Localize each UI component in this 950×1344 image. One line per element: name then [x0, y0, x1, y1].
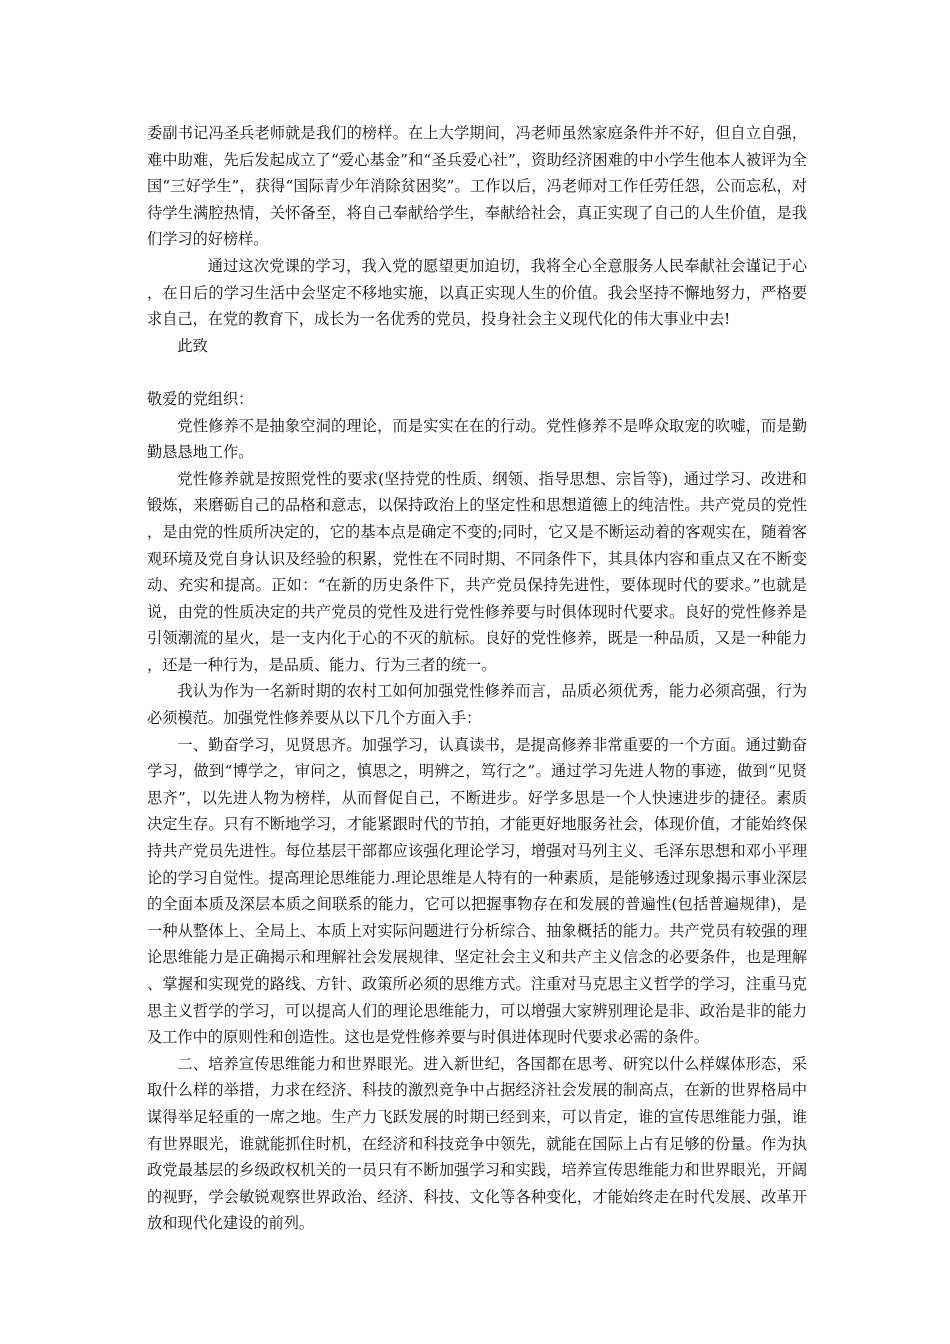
paragraph-teacher-example: 委副书记冯圣兵老师就是我们的榜样。在上大学期间，冯老师虽然家庭条件并不好，但自立自强，难中助难，先后发起成立了“爱心基金”和“圣兵爱心社”，资助经济困难的中小学生他本人被评为全国“三好学生”，获得“国际青少年消除贫困奖”。工作以后，冯老师对工作任劳任怨，公而忘私，对待学生满腔热情，关怀备至，将自己奉献给学生，奉献给社会，真正实现了自己的人生价值，是我们学习的好榜样。 [147, 124, 807, 249]
paragraph-point-one: 一、勤奋学习，见贤思齐。加强学习，认真读书，是提高修养非常重要的一个方面。通过勤奋学习，做到“博学之，审问之，慎思之，明辨之，笃行之”。通过学习先进人物的事迹，做到“见贤思齐”，以先进人物为榜样，从而督促自己，不断进步。好学多思是一个人快速进步的捷径。素质决定生存。只有不断地学习，才能紧跟时代的节拍，才能更好地服务社会，体现价值，才能始终保持共产党员先进性。每位基层干部都应该强化理论学习，增强对马列主义、毛泽东思想和邓小平理论的学习自觉性。提高理论思维能力.理论思维是人特有的一种素质，是能够透过现象揭示事业深层的全面本质及深层本质之间联系的能力，它可以把握事物存在和发展的普遍性(包括普遍规律)，是一种从整体上、全局上、本质上对实际问题进行分析综合、抽象概括的能力。共产党员有较强的理论思维能力是正确揭示和理解社会发展规律、坚定社会主义和共产主义信念的必要条件，也是理解、掌握和实现党的路线、方针、政策所必须的思维方式。注重对马克思主义哲学的学习，注重马克思主义哲学的学习，可以提高人们的理论思维能力，可以增强大家辨别理论是非、政治是非的能力及工作中的原则性和创造性。这也是党性修养要与时俱进体现时代要求必需的条件。 [147, 735, 807, 1047]
closing-phrase: 此致 [177, 336, 208, 355]
salutation: 敬爱的党组织： [147, 389, 254, 408]
paragraph-point-two: 二、培养宣传思维能力和世界眼光。进入新世纪，各国都在思考、研究以什么样媒体形态，采取什么样的举措，力求在经济、科技的激烈竞争中占据经济社会发展的制高点，在新的世界格局中谋得举足轻重的一席之地。生产力飞跃发展的时期已经到来，可以肯定，谁的宣传思维能力强，谁有世界眼光，谁就能抓住时机，在经济和科技竞争中领先，就能在国际上占有足够的份量。作为执政党最基层的乡级政权机关的一员只有不断加强学习和实践，培养宣传思维能力和世界眼光，开阔的视野，学会敏锐观察世界政治、经济、科技、文化等各种变化，才能始终走在时代发展、改革开放和现代化建设的前列。 [147, 1054, 807, 1233]
blank-line [147, 359, 807, 386]
paragraph-party-lesson-reflection: 通过这次党课的学习，我入党的愿望更加迫切，我将全心全意服务人民奉献社会谨记于心，在日后的学习生活中会坚定不移地实施，以真正实现人生的价值。我会坚持不懈地努力，严格要求自己，在党的教育下，成长为一名优秀的党员，投身社会主义现代化的伟大事业中去! [147, 256, 807, 329]
paragraph-definition: 党性修养就是按照党性的要求(坚持党的性质、纲领、指导思想、宗旨等)，通过学习、改进和锻炼，来磨砺自己的品格和意志，以保持政治上的坚定性和思想道德上的纯洁性。共产党员的党性，是由党的性质所决定的，它的基本点是确定不变的;同时，它又是不断运动着的客观实在，随着客观环境及党自身认识及经验的积累，党性在不同时期、不同条件下，其具体内容和重点又在不断变动、充实和提高。正如：“在新的历史条件下，共产党员保持先进性，要体现时代的要求。”也就是说，由党的性质决定的共产党员的党性及进行党性修养要与时俱体现时代要求。良好的党性修养是引领潮流的星火，是一支内化于心的不灭的航标。良好的党性修养，既是一种品质，又是一种能力，还是一种行为，是品质、能力、行为三者的统一。 [147, 469, 807, 674]
paragraph-intro: 党性修养不是抽象空洞的理论，而是实实在在的行动。党性修养不是哗众取宠的吹嘘，而是勤勤恳恳地工作。 [147, 416, 807, 462]
document-body [147, 120, 807, 1237]
paragraph-thesis: 我认为作为一名新时期的农村工如何加强党性修养而言，品质必须优秀，能力必须高强，行为必须模范。加强党性修养要从以下几个方面入手： [147, 682, 807, 728]
